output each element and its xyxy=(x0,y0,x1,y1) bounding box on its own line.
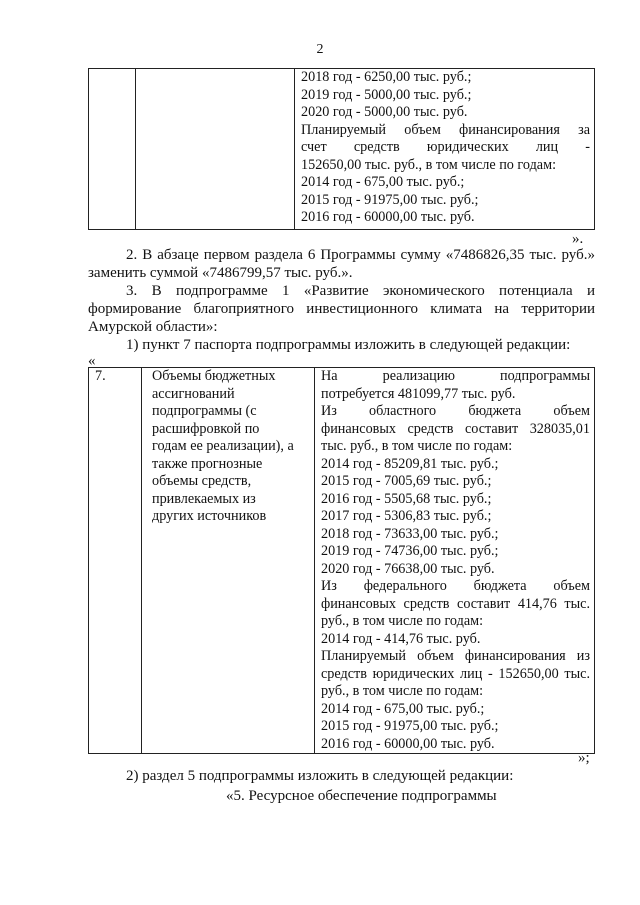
paragraph-3-line2: формирование благоприятного инвестиционного климата на территории xyxy=(88,301,595,317)
desc-line: также прогнозные xyxy=(152,455,263,472)
passport-table xyxy=(88,367,595,754)
paragraph-2-line2: заменить суммой «7486799,57 тыс. руб.». xyxy=(88,265,353,281)
content-line: 2016 год - 5505,68 тыс. руб.; xyxy=(321,490,492,507)
paragraph-3-line1: 3. В подпрограмме 1 «Развитие экономического потенциала и xyxy=(126,283,595,299)
paragraph-3-line3: Амурской области»: xyxy=(88,319,218,335)
content-line: 2015 год - 91975,00 тыс. руб.; xyxy=(321,718,499,734)
table1-line: Планируемый объем финансирования за xyxy=(301,121,590,138)
content-line: Из областного бюджета объем xyxy=(321,403,590,419)
table1-col2 xyxy=(136,69,295,230)
content-line: 2014 год - 675,00 тыс. руб.; xyxy=(321,700,485,717)
desc-line: других источников xyxy=(152,508,267,524)
content-line: Из федерального бюджета объем xyxy=(321,578,590,594)
content-line: 2016 год - 60000,00 тыс. руб. xyxy=(321,735,495,752)
desc-line: расшифровкой по xyxy=(152,420,260,437)
content-line: Планируемый объем финансирования из xyxy=(321,648,590,664)
table1-line: 2014 год - 675,00 тыс. руб.; xyxy=(301,174,465,190)
table1-line: 2015 год - 91975,00 тыс. руб.; xyxy=(301,191,479,208)
content-line: 2017 год - 5306,83 тыс. руб.; xyxy=(321,508,492,524)
item-1: 1) пункт 7 паспорта подпрограммы изложить в следующей редакции: xyxy=(126,337,571,353)
content-line: 2014 год - 85209,81 тыс. руб.; xyxy=(321,455,499,472)
desc-line: объемы средств, xyxy=(152,473,252,489)
row-number-text: 7. xyxy=(95,368,106,384)
content-line: финансовых средств составит 328035,01 xyxy=(321,420,590,437)
table1-line: 2019 год - 5000,00 тыс. руб.; xyxy=(301,86,472,103)
row-number xyxy=(89,368,142,754)
desc-line: годам ее реализации), а xyxy=(152,438,294,454)
content-line: руб., в том числе по годам: xyxy=(321,613,484,629)
row-content xyxy=(315,368,595,754)
table1-col1 xyxy=(89,69,136,230)
desc-line: ассигнований xyxy=(152,385,235,402)
content-line: 2014 год - 414,76 тыс. руб. xyxy=(321,630,481,647)
content-line: 2018 год - 73633,00 тыс. руб.; xyxy=(321,525,499,542)
open-quote: « xyxy=(88,353,96,369)
table1-col3 xyxy=(295,69,595,230)
content-line: средств юридических лиц - 152650,00 тыс. xyxy=(321,665,590,682)
closing-quote-1: ». xyxy=(572,231,584,247)
table1-line: 2018 год - 6250,00 тыс. руб.; xyxy=(301,69,472,85)
table1-line: счет средств юридических лиц - xyxy=(301,139,590,155)
content-line: 2020 год - 76638,00 тыс. руб. xyxy=(321,560,495,577)
table1-line: 2020 год - 5000,00 тыс. руб. xyxy=(301,104,468,120)
desc-line: Объемы бюджетных xyxy=(152,368,276,384)
section-heading: «5. Ресурсное обеспечение подпрограммы xyxy=(226,788,497,804)
item-2: 2) раздел 5 подпрограммы изложить в следующей редакции: xyxy=(126,768,514,784)
row-description xyxy=(142,368,315,754)
page-number: 2 xyxy=(316,42,324,57)
table1-line: 2016 год - 60000,00 тыс. руб. xyxy=(301,209,475,225)
content-line: 2019 год - 74736,00 тыс. руб.; xyxy=(321,543,499,559)
desc-line: подпрограммы (с xyxy=(152,403,257,419)
desc-line: привлекаемых из xyxy=(152,490,256,507)
content-line: 2015 год - 7005,69 тыс. руб.; xyxy=(321,473,492,489)
content-line: руб., в том числе по годам: xyxy=(321,683,484,699)
paragraph-2-line1: 2. В абзаце первом раздела 6 Программы сумму «7486826,35 тыс. руб.» xyxy=(126,247,595,263)
content-line: финансовых средств составит 414,76 тыс. xyxy=(321,595,590,612)
table-continuation xyxy=(88,68,595,230)
content-line: На реализацию подпрограммы xyxy=(321,368,590,384)
closing-quote-2: »; xyxy=(578,750,590,766)
table1-line: 152650,00 тыс. руб., в том числе по годам: xyxy=(301,156,557,173)
content-line: тыс. руб., в том числе по годам: xyxy=(321,438,513,454)
content-line: потребуется 481099,77 тыс. руб. xyxy=(321,385,516,402)
